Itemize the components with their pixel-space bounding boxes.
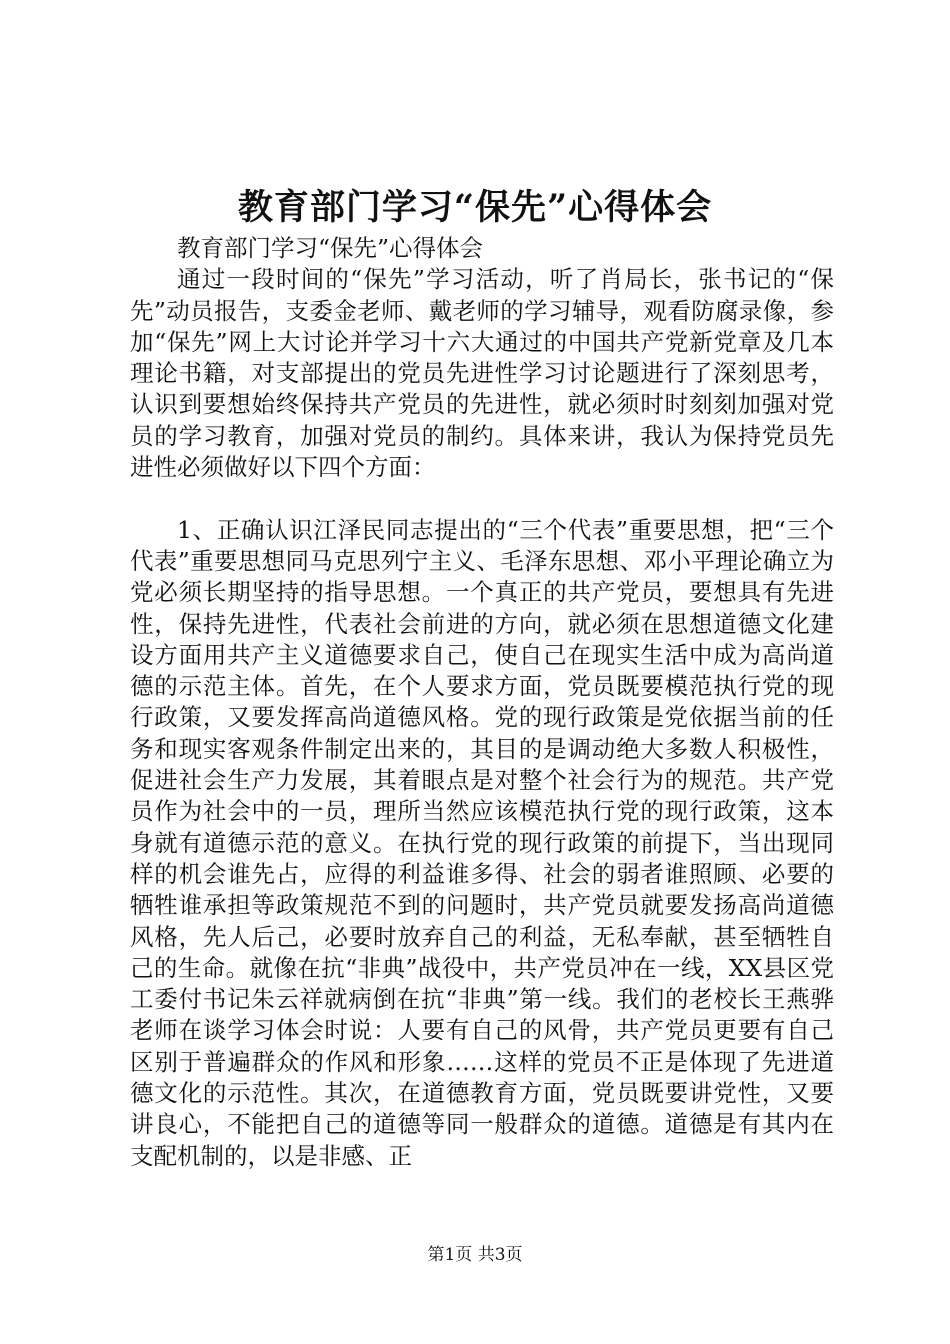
body-paragraph-intro: 通过一段时间的“保先”学习活动，听了肖局长，张书记的“保先”动员报告，支委金老师、戴老师的学习辅导，观看防腐录像，参加“保先”网上大讨论并学习十六大通过的中国共产党新党章及几本理论书籍，对支部提出的党员先进性学习讨论题进行了深刻思考，认识到要想始终保持共产党员的先进性，就必须时时刻刻加强对党员的学习教育，加强对党员的制约。具体来讲，我认为保持党员先进性必须做好以下四个方面： (130, 265, 834, 482)
body-paragraph-point-1: 1、正确认识江泽民同志提出的“三个代表”重要思想，把“三个代表”重要思想同马克思列宁主义、毛泽东思想、邓小平理论确立为党必须长期坚持的指导思想。一个真正的共产党员，要想具有先进性，保持先进性，代表社会前进的方向，就必须在思想道德文化建设方面用共产主义道德要求自己，使自己在现实生活中成为高尚道德的示范主体。首先，在个人要求方面，党员既要模范执行党的现行政策，又要发挥高尚道德风格。党的现行政策是党依据当前的任务和现实客观条件制定出来的，其目的是调动绝大多数人积极性，促进社会生产力发展，其着眼点是对整个社会行为的规范。共产党员作为社会中的一员，理所当然应该模范执行党的现行政策，这本身就有道德示范的意义。在执行党的现行政策的前提下，当出现同样的机会谁先占，应得的利益谁多得、社会的弱者谁照顾、必要的牺牲谁承担等政策规范不到的问题时，共产党员就要发扬高尚道德风格，先人后己，必要时放弃自己的利益，无私奉献，甚至牺牲自己的生命。就像在抗“非典”战役中，共产党员冲在一线，XX县区党工委付书记朱云祥就病倒在抗“非典”第一线。我们的老校长王燕骅老师在谈学习体会时说：人要有自己的风骨，共产党员更要有自己区别于普遍群众的作风和形象……这样的党员不正是体现了先进道德文化的示范性。其次，在道德教育方面，党员既要讲党性，又要讲良心，不能把自己的道德等同一般群众的道德。道德是有其内在支配机制的，以是非感、正 (130, 515, 834, 1170)
document-body (130, 233, 834, 1172)
paragraph-spacer (130, 483, 834, 514)
document-subtitle: 教育部门学习“保先”心得体会 (177, 234, 484, 262)
document-title: 教育部门学习“保先”心得体会 (237, 187, 713, 228)
page-number-footer: 第1页 共3页 (427, 1245, 523, 1265)
